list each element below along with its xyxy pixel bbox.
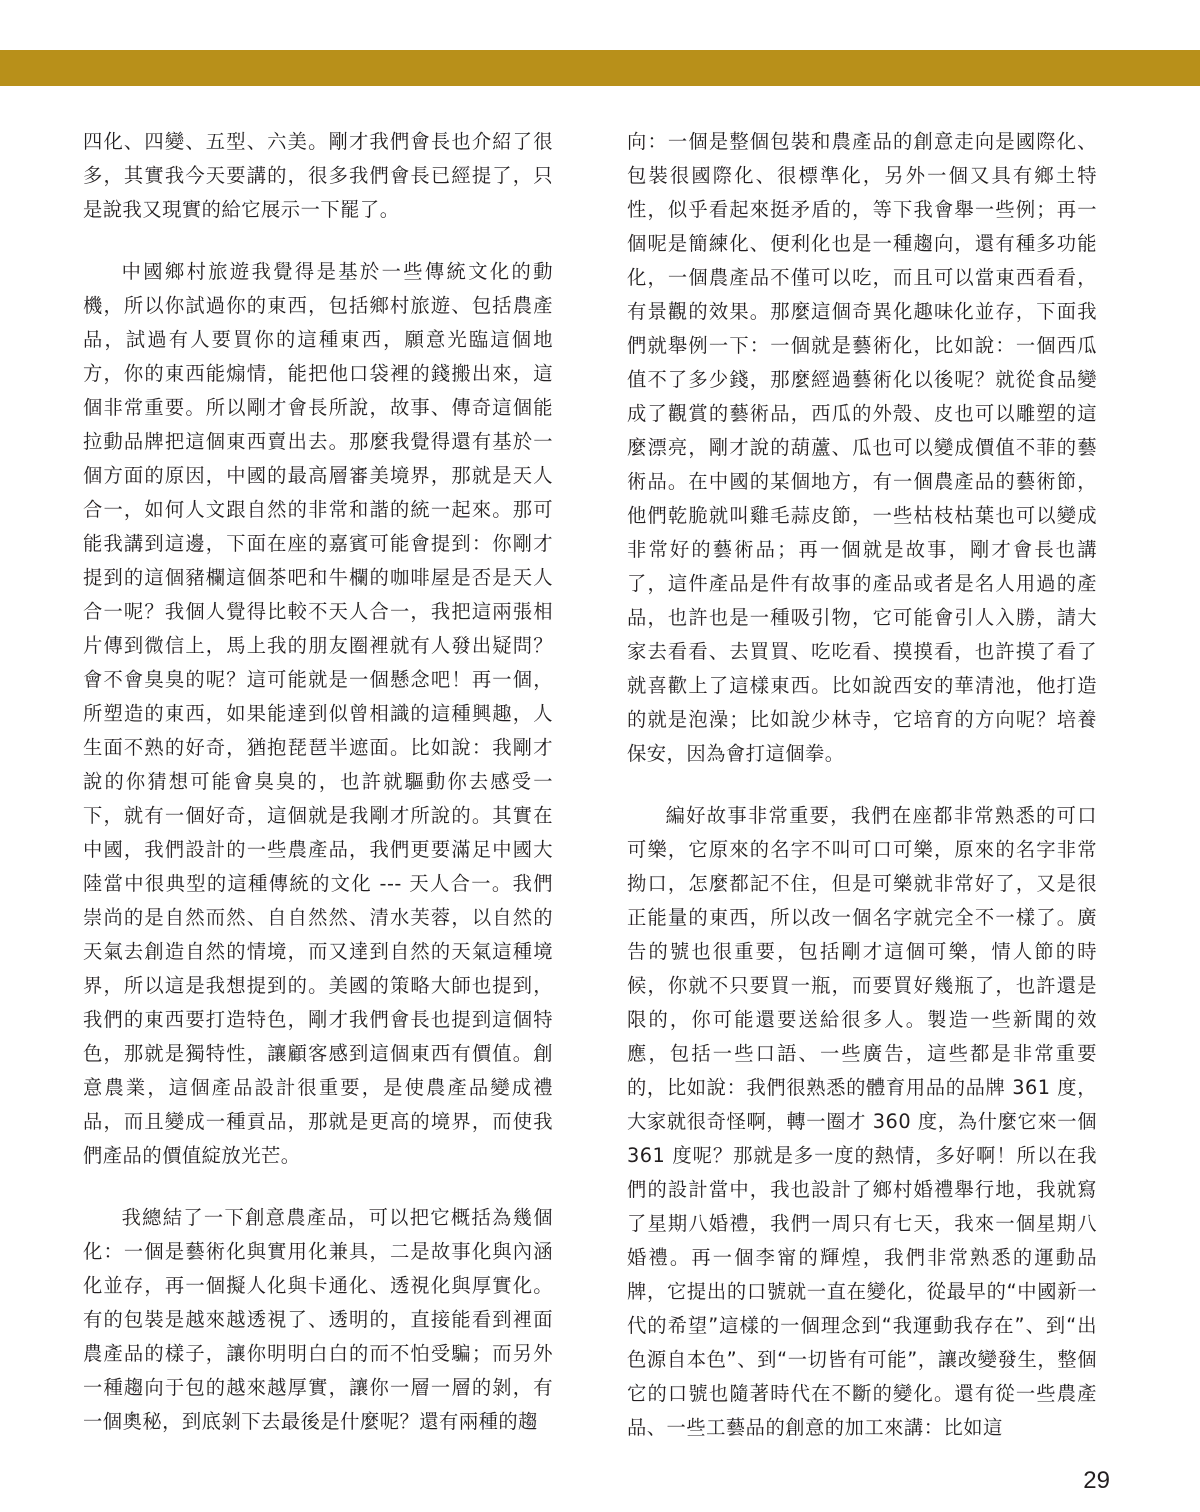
header-band: [0, 50, 1200, 86]
paragraph: 中國鄉村旅遊我覺得是基於一些傳統文化的動機，所以你試過你的東西，包括鄉村旅遊、包括農產品，試過有人要買你的這種東西，願意光臨這個地方，你的東西能煽情，能把他口袋裡的錢搬出來，這個非常重要。所以剛才會長所說，故事、傳奇這個能拉動品牌把這個東西賣出去。那麼我覺得還有基於一個方面的原因，中國的最高層審美境界，那就是天人合一，如何人文跟自然的非常和諧的統一起來。那可能我講到這邊，下面在座的嘉賓可能會提到：你剛才提到的這個豬欄這個茶吧和牛欄的咖啡屋是否是天人合一呢？我個人覺得比較不天人合一，我把這兩張相片傳到微信上，馬上我的朋友圈裡就有人發出疑問？會不會臭臭的呢？這可能就是一個懸念吧！再一個，所塑造的東西，如果能達到似曾相識的這種興趣，人生面不熟的好奇，猶抱琵琶半遮面。比如說：我剛才說的你猜想可能會臭臭的，也許就驅動你去感受一下，就有一個好奇，這個就是我剛才所說的。其實在中國，我們設計的一些農產品，我們更要滿足中國大陸當中很典型的這種傳統的文化 --- 天人合一。我們崇尚的是自然而然、自自然然、清水芙蓉，以自然的天氣去創造自然的情境，而又達到自然的天氣這種境界，所以這是我想提到的。美國的策略大師也提到，我們的東西要打造特色，剛才我們會長也提到這個特色，那就是獨特性，讓顧客感到這個東西有價值。創意農業，這個產品設計很重要，是使農產品變成禮品，而且變成一種貢品，那就是更高的境界，而使我們產品的價值綻放光芒。: [83, 260, 553, 1167]
paragraph: 向：一個是整個包裝和農產品的創意走向是國際化、包裝很國際化、很標準化，另外一個又具有鄉土特性，似乎看起來挺矛盾的，等下我會舉一些例；再一個呢是簡練化、便利化也是一種趨向，還有種多功能化，一個農產品不僅可以吃，而且可以當東西看看，有景觀的效果。那麼這個奇異化趣味化並存，下面我們就舉例一下：一個就是藝術化，比如說：一個西瓜值不了多少錢，那麼經過藝術化以後呢？就從食品變成了觀賞的藝術品，西瓜的外殼、皮也可以雕塑的這麼漂亮，剛才說的葫蘆、瓜也可以變成價值不菲的藝術品。在中國的某個地方，有一個農產品的藝術節，他們乾脆就叫雞毛蒜皮節，一些枯枝枯葉也可以變成非常好的藝術品；再一個就是故事，剛才會長也講了，這件產品是件有故事的產品或者是名人用過的產品，也許也是一種吸引物，它可能會引人入勝，請大家去看看、去買買、吃吃看、摸摸看，也許摸了看了就喜歡上了這樣東西。比如說西安的華清池，他打造的就是泡澡；比如說少林寺，它培育的方向呢？培養保安，因為會打這個拳。: [627, 130, 1097, 765]
paragraph: 編好故事非常重要，我們在座都非常熟悉的可口可樂，它原來的名字不叫可口可樂，原來的名字非常拗口，怎麼都記不住，但是可樂就非常好了，又是很正能量的東西，所以改一個名字就完全不一樣了。廣告的號也很重要，包括剛才這個可樂，情人節的時候，你就不只要買一瓶，而要買好幾瓶了，也許還是限的，你可能還要送給很多人。製造一些新聞的效應，包括一些口語、一些廣告，這些都是非常重要的，比如說：我們很熟悉的體育用品的品牌 361 度，大家就很奇怪啊，轉一圈才 360 度，為什麼它來一個 361 度呢？那就是多一度的熱情，多好啊！所以在我們的設計當中，我也設計了鄉村婚禮舉行地，我就寫了星期八婚禮，我們一周只有七天，我來一個星期八婚禮。再一個李甯的輝煌，我們非常熟悉的運動品牌，它提出的口號就一直在變化，從最早的“中國新一代的希望”這樣的一個理念到“我運動我存在”、到“出色源自本色”、到“一切皆有可能”，讓改變發生，整個它的口號也隨著時代在不斷的變化。還有從一些農產品、一些工藝品的創意的加工來講：比如這: [627, 804, 1097, 1439]
page-number: 29: [1083, 1467, 1110, 1494]
paragraph: 四化、四變、五型、六美。剛才我們會長也介紹了很多，其實我今天要講的，很多我們會長已經提了，只是說我又現實的給它展示一下罷了。: [83, 130, 553, 221]
paragraph: 我總結了一下創意農產品，可以把它概括為幾個化：一個是藝術化與實用化兼具，二是故事化與內涵化並存，再一個擬人化與卡通化、透視化與厚實化。有的包裝是越來越透視了、透明的，直接能看到裡面農產品的樣子，讓你明明白白的而不怕受騙；而另外一種趨向于包的越來越厚實，讓你一層一層的剝，有一個奧秘，到底剝下去最後是什麼呢？還有兩種的趨: [83, 1206, 553, 1433]
right-column: [627, 125, 1097, 1473]
left-column: [83, 125, 553, 1467]
